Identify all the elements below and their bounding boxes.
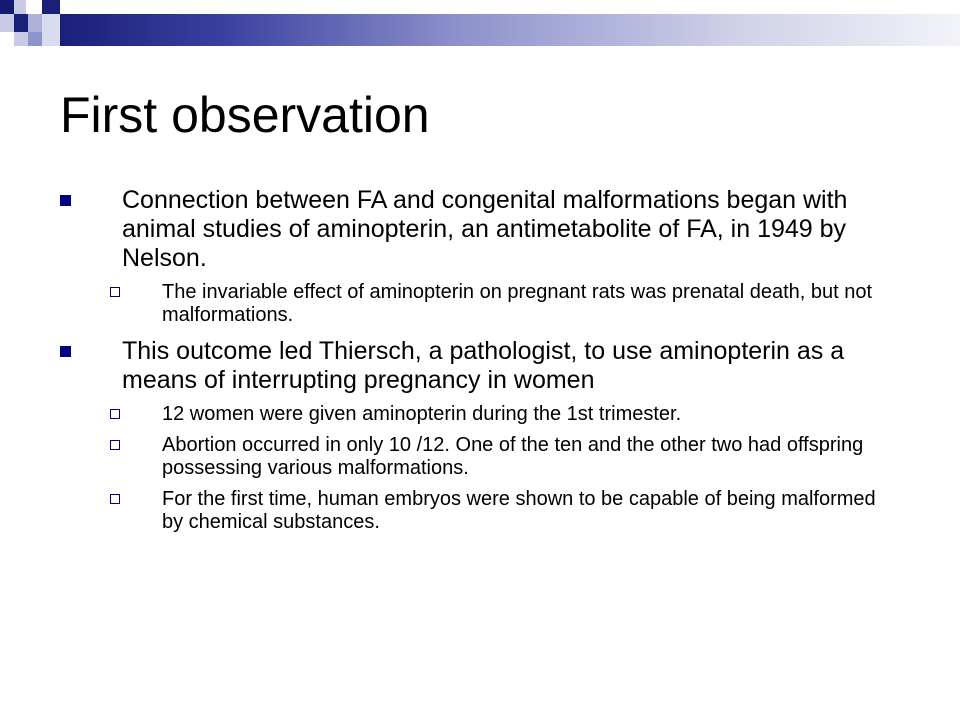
hollow-square-bullet-icon: [110, 494, 120, 504]
sub-bullet-text: 12 women were given aminopterin during the 1st trimester.: [162, 403, 682, 425]
hollow-square-bullet-icon: [110, 287, 120, 297]
sub-bullet-item: [60, 281, 900, 327]
deco-square: [42, 0, 60, 14]
bullet-text: This outcome led Thiersch, a pathologist, to use aminopterin as a means of interrupting pregnancy in women: [122, 337, 845, 394]
sub-bullet-item: [60, 403, 900, 426]
bullet-text: Connection between FA and congenital malformations began with animal studies of aminopterin, an antimetabolite of FA, in 1949 by Nelson.: [122, 186, 848, 272]
gradient-band: [60, 14, 960, 46]
square-bullet-icon: [60, 346, 71, 357]
sub-bullet-text: For the first time, human embryos were shown to be capable of being malformed by chemical substances.: [162, 488, 876, 533]
sub-bullet-item: [60, 434, 900, 480]
deco-square: [14, 14, 28, 32]
hollow-square-bullet-icon: [110, 409, 120, 419]
deco-square: [42, 14, 60, 46]
deco-square: [28, 32, 42, 46]
bullet-item: [60, 186, 900, 273]
bullet-item: [60, 337, 900, 395]
sub-bullet-item: [60, 488, 900, 534]
deco-square: [0, 14, 14, 32]
sub-bullet-text: The invariable effect of aminopterin on pregnant rats was prenatal death, but not malformations.: [162, 281, 873, 326]
slide-content: [60, 186, 900, 534]
square-bullet-icon: [60, 195, 71, 206]
deco-square: [14, 0, 26, 14]
sub-bullet-text: Abortion occurred in only 10 /12. One of the ten and the other two had offspring possessing various malformations.: [162, 434, 864, 479]
deco-square: [0, 0, 14, 14]
header-decoration: [0, 0, 960, 56]
slide-title: First observation: [60, 87, 430, 143]
hollow-square-bullet-icon: [110, 440, 120, 450]
deco-square: [28, 14, 42, 32]
deco-square: [14, 32, 28, 46]
